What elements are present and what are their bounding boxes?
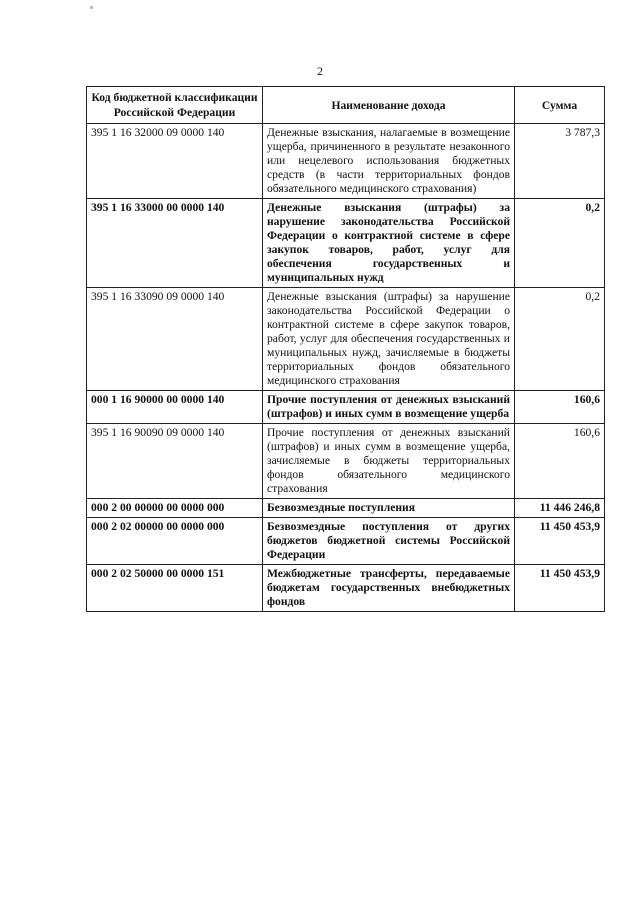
row-code: 000 2 00 00000 00 0000 000	[87, 499, 263, 518]
row-name: Безвозмездные поступления от других бюджетов бюджетной системы Российской Федерации	[263, 518, 515, 565]
header-code: Код бюджетной классификации Российской Федерации	[87, 87, 263, 124]
row-code: 000 2 02 00000 00 0000 000	[87, 518, 263, 565]
table-row	[87, 424, 605, 499]
table-row	[87, 518, 605, 565]
row-name: Денежные взыскания, налагаемые в возмещение ущерба, причиненного в результате незаконного или нецелевого использования бюджетных средств (в части территориальных фондов обязательного медицинского страхования)	[263, 124, 515, 199]
row-code: 000 1 16 90000 00 0000 140	[87, 391, 263, 424]
table-row	[87, 391, 605, 424]
page-number: 2	[317, 64, 323, 78]
row-amount: 0,2	[515, 288, 605, 391]
table-header-row	[87, 87, 605, 124]
table-row	[87, 565, 605, 612]
row-code: 395 1 16 90090 09 0000 140	[87, 424, 263, 499]
row-name: Денежные взыскания (штрафы) за нарушение законодательства Российской Федерации о контрактной системе в сфере закупок товаров, работ, услуг для обеспечения государственных и муниципальных нужд	[263, 199, 515, 288]
table-row	[87, 288, 605, 391]
table-body	[87, 124, 605, 612]
row-amount: 160,6	[515, 424, 605, 499]
revenue-table	[86, 86, 605, 612]
header-amount: Сумма	[515, 87, 605, 124]
row-amount: 11 450 453,9	[515, 565, 605, 612]
row-code: 395 1 16 33090 09 0000 140	[87, 288, 263, 391]
row-name: Безвозмездные поступления	[263, 499, 515, 518]
table-row	[87, 199, 605, 288]
row-code: 395 1 16 32000 09 0000 140	[87, 124, 263, 199]
row-amount: 11 446 246,8	[515, 499, 605, 518]
row-name: Денежные взыскания (штрафы) за нарушение законодательства Российской Федерации о контрактной системе в сфере закупок товаров, работ, услуг для обеспечения государственных и муниципальных нужд, зачисляемые в бюджеты территориальных фондов обязательного медицинского страхования	[263, 288, 515, 391]
row-name: Прочие поступления от денежных взысканий (штрафов) и иных сумм в возмещение ущерба, зачисляемые в бюджеты территориальных фондов обязательного медицинского страхования	[263, 424, 515, 499]
table-row	[87, 499, 605, 518]
row-code: 000 2 02 50000 00 0000 151	[87, 565, 263, 612]
scan-artifact	[90, 6, 93, 9]
row-name: Прочие поступления от денежных взысканий (штрафов) и иных сумм в возмещение ущерба	[263, 391, 515, 424]
row-amount: 11 450 453,9	[515, 518, 605, 565]
row-amount: 0,2	[515, 199, 605, 288]
row-amount: 160,6	[515, 391, 605, 424]
row-name: Межбюджетные трансферты, передаваемые бюджетам государственных внебюджетных фондов	[263, 565, 515, 612]
row-code: 395 1 16 33000 00 0000 140	[87, 199, 263, 288]
header-name: Наименование дохода	[263, 87, 515, 124]
row-amount: 3 787,3	[515, 124, 605, 199]
table-row	[87, 124, 605, 199]
